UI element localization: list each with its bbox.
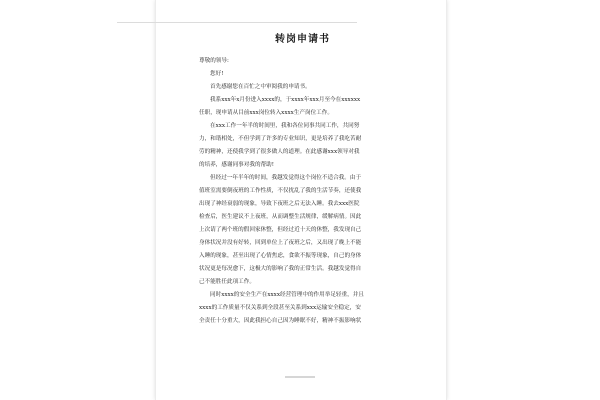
body-text-line: 同时xxxx的安全生产在xxxx经营管理中的作用举足轻重，并且 [210,292,364,298]
body-text-line: 劳的精神，还使我学到了很多做人的道理。在此感谢xxx领导对我 [199,149,360,155]
body-text-line: 任职，现申请从目前xxx岗位转入xxxx生产岗位工作。 [199,110,333,116]
body-text-line: 状况更是每况愈下，这极大的影响了我的正常生活。我越发觉得自 [199,266,362,272]
body-text-line: 全责任十分重大，因此我担心自己因为睡眠不好，精神不振影响状 [199,318,362,324]
body-text-line: 己不能胜任此项工作。 [199,279,255,285]
body-text-line: 值班室需要倒夜班的工作性质，不仅扰乱了我的生活节奏，还使我 [199,188,362,194]
body-text-line: 出现了神经衰弱的现象，导致下夜班之后无法入睡。我去xxx医院 [199,201,360,207]
salutation: 尊敬的领导: [199,58,229,64]
body-text-line: 的培养，感谢同事对我的帮助! [199,162,274,168]
body-text-line: 但经过一年半年的时间，我越发觉得这个岗位不适合我。由于 [210,175,362,181]
body-text-line: 首先感谢您在百忙之中审阅我的申请书。 [210,84,311,90]
greeting: 您好! [210,71,224,77]
body-text-line: 在xxx工作一年半的时间里，我和各位同事共同工作，共同努 [210,123,360,129]
body-text-line: 我系xxx年x月份进入xxxx的，于xxxx年xxx月至今在xxxxxx [210,97,361,103]
body-text-line: 上次请了两个班的假回家休整，但经过近十天的休整，我发现自己 [199,227,362,233]
body-text-line: 身体状况并没有好转，回到单位上了夜班之后，又出现了晚上不能 [199,240,362,246]
document-body [199,33,406,328]
document-title: 转岗申请书 [275,34,330,45]
header-divider [117,22,357,23]
body-text-line: 入睡的现象，甚至出现了心情焦虑，食欲不振等现象，自己的身体 [199,253,362,259]
body-text-line: xxxx的工作质量不仅关系到全段甚至关系到xxx运输安全稳定，安 [199,305,361,311]
body-text-line: 力，和谐相处，不但学到了许多的专业知识，更是培养了我吃苦耐 [199,136,362,142]
paragraph-lines [199,81,406,328]
footer-mark [285,376,315,378]
body-text-line: 检查后，医生建议不上夜班，从而调整生活规律，缓解病情。因此 [199,214,362,220]
